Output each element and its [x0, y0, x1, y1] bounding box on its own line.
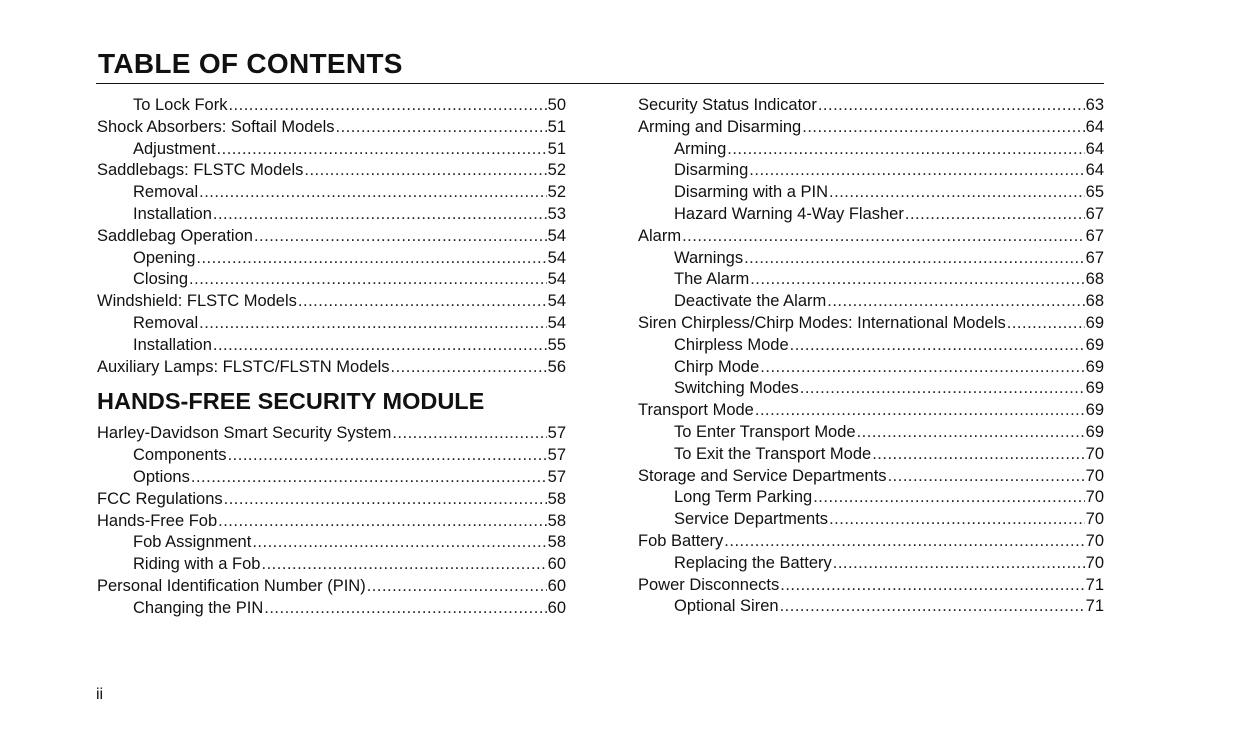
toc-entry-label: Windshield: FLSTC Models	[97, 292, 297, 311]
toc-entry-label: Chirp Mode	[674, 357, 760, 376]
dot-leader	[213, 204, 547, 226]
dot-leader	[813, 487, 1084, 509]
dot-leader	[213, 335, 547, 357]
toc-entry	[638, 509, 1104, 531]
toc-entry-page: 69	[1085, 401, 1104, 420]
toc-entry-page: 57	[547, 446, 566, 465]
toc-entry-page: 67	[1085, 248, 1104, 267]
toc-entry	[97, 117, 566, 139]
toc-entry-label: Service Departments	[674, 510, 829, 529]
dot-leader	[727, 139, 1084, 161]
dot-leader	[818, 95, 1085, 117]
toc-entry-label: Changing the PIN	[133, 598, 264, 617]
dot-leader	[780, 575, 1084, 597]
toc-entry	[638, 531, 1104, 553]
dot-leader	[367, 576, 547, 598]
toc-entry-label: Saddlebag Operation	[97, 226, 253, 245]
dot-leader	[872, 444, 1084, 466]
toc-entry-label: Warnings	[674, 248, 744, 267]
toc-entry-label: Options	[133, 467, 190, 486]
toc-entry-label: To Exit the Transport Mode	[674, 444, 872, 463]
dot-leader	[199, 182, 547, 204]
toc-entry	[97, 248, 566, 270]
dot-leader	[888, 466, 1085, 488]
toc-entry	[97, 467, 566, 489]
toc-entry-page: 68	[1085, 292, 1104, 311]
toc-entry-label: Personal Identification Number (PIN)	[97, 576, 366, 595]
dot-leader	[833, 553, 1085, 575]
toc-entry	[97, 423, 566, 445]
toc-entry-page: 70	[1085, 510, 1104, 529]
toc-entry-label: Saddlebags: FLSTC Models	[97, 161, 304, 180]
dot-leader	[857, 422, 1085, 444]
toc-entry-label: Arming and Disarming	[638, 117, 802, 136]
toc-entry-label: To Lock Fork	[133, 96, 228, 114]
toc-entry-label: Harley-Davidson Smart Security System	[97, 424, 392, 443]
dot-leader	[827, 291, 1084, 313]
toc-entry-page: 57	[547, 424, 566, 443]
toc-entry	[97, 182, 566, 204]
toc-entry-label: Shock Absorbers: Softail Models	[97, 117, 335, 136]
dot-leader	[755, 400, 1085, 422]
dot-leader	[261, 554, 546, 576]
toc-entry	[97, 291, 566, 313]
dot-leader	[905, 204, 1085, 226]
toc-entry-label: Riding with a Fob	[133, 555, 261, 574]
toc-entry-label: Opening	[133, 248, 196, 267]
dot-leader	[228, 95, 546, 117]
toc-entry	[638, 553, 1104, 575]
toc-entry-label: To Enter Transport Mode	[674, 422, 856, 441]
toc-right-entries	[638, 95, 1104, 618]
toc-entry-page: 70	[1085, 488, 1104, 507]
toc-entry	[638, 335, 1104, 357]
toc-entry-label: Power Disconnects	[638, 575, 780, 594]
toc-entry	[638, 400, 1104, 422]
dot-leader	[391, 357, 547, 379]
toc-entry	[97, 489, 566, 511]
toc-entry-label: Security Status Indicator	[638, 96, 817, 114]
dot-leader	[392, 423, 546, 445]
toc-entry	[638, 466, 1104, 488]
toc-entry-label: Arming	[674, 139, 727, 158]
toc-entry-label: Long Term Parking	[674, 488, 813, 507]
dot-leader	[749, 160, 1084, 182]
dot-leader	[800, 378, 1085, 400]
toc-entry	[638, 269, 1104, 291]
toc-entry-label: Hands-Free Fob	[97, 511, 218, 530]
toc-entry-page: 54	[547, 270, 566, 289]
toc-entry-page: 54	[547, 248, 566, 267]
toc-entry	[97, 160, 566, 182]
toc-entry-label: Auxiliary Lamps: FLSTC/FLSTN Models	[97, 357, 390, 376]
toc-entry-label: Alarm	[638, 226, 682, 245]
dot-leader	[264, 598, 546, 620]
toc-entry-page: 50	[547, 96, 566, 114]
dot-leader	[790, 335, 1085, 357]
toc-entry-page: 54	[547, 313, 566, 332]
toc-left-entries-before	[97, 95, 566, 378]
toc-entry-label: Switching Modes	[674, 379, 799, 398]
toc-entry	[638, 139, 1104, 161]
toc-entry-page: 57	[547, 467, 566, 486]
toc-entry-label: Fob Assignment	[133, 533, 252, 552]
toc-entry	[638, 422, 1104, 444]
toc-entry	[638, 487, 1104, 509]
toc-entry-label: Siren Chirpless/Chirp Modes: International Models	[638, 313, 1006, 332]
toc-entry	[638, 596, 1104, 618]
toc-entry	[638, 248, 1104, 270]
dot-leader	[252, 532, 546, 554]
toc-entry-page: 58	[547, 489, 566, 508]
toc-entry	[97, 226, 566, 248]
toc-left-column	[97, 95, 566, 620]
toc-entry	[97, 598, 566, 620]
toc-entry-page: 64	[1085, 161, 1104, 180]
dot-leader	[196, 248, 546, 270]
dot-leader	[724, 531, 1084, 553]
section-heading: HANDS-FREE SECURITY MODULE	[97, 388, 485, 415]
toc-entry-page: 56	[547, 357, 566, 376]
dot-leader	[760, 357, 1084, 379]
page-title: TABLE OF CONTENTS	[98, 48, 403, 79]
toc-entry-label: FCC Regulations	[97, 489, 223, 508]
toc-entry-page: 69	[1085, 422, 1104, 441]
toc-entry-label: Installation	[133, 204, 212, 223]
toc-entry	[97, 335, 566, 357]
toc-entry-page: 70	[1085, 466, 1104, 485]
title-rule	[96, 83, 1104, 84]
toc-entry	[97, 269, 566, 291]
toc-entry	[638, 226, 1104, 248]
toc-entry	[638, 291, 1104, 313]
toc-right-column	[638, 95, 1104, 618]
toc-entry-label: Disarming with a PIN	[674, 183, 829, 202]
dot-leader	[191, 467, 547, 489]
dot-leader	[304, 160, 546, 182]
dot-leader	[224, 489, 547, 511]
toc-entry-page: 54	[547, 226, 566, 245]
toc-entry-page: 67	[1085, 204, 1104, 223]
toc-entry-label: Transport Mode	[638, 401, 754, 420]
dot-leader	[744, 248, 1085, 270]
dot-leader	[780, 596, 1085, 618]
toc-entry	[638, 160, 1104, 182]
toc-entry-page: 69	[1085, 357, 1104, 376]
toc-entry-label: Optional Siren	[674, 597, 779, 616]
dot-leader	[1007, 313, 1085, 335]
toc-entry	[97, 95, 566, 117]
toc-entry-page: 58	[547, 511, 566, 530]
toc-entry	[97, 511, 566, 533]
toc-entry-page: 51	[547, 117, 566, 136]
toc-entry-label: Adjustment	[133, 139, 216, 158]
toc-entry-label: Fob Battery	[638, 531, 724, 550]
toc-entry-page: 52	[547, 183, 566, 202]
dot-leader	[199, 313, 547, 335]
toc-entry-page: 68	[1085, 270, 1104, 289]
dot-leader	[298, 291, 547, 313]
dot-leader	[682, 226, 1085, 248]
toc-entry	[97, 313, 566, 335]
dot-leader	[336, 117, 547, 139]
toc-entry-label: Removal	[133, 183, 199, 202]
toc-entry	[638, 117, 1104, 139]
toc-entry-label: Chirpless Mode	[674, 335, 789, 354]
toc-entry-page: 64	[1085, 117, 1104, 136]
toc-entry-label: Disarming	[674, 161, 749, 180]
toc-entry-page: 55	[547, 335, 566, 354]
toc-entry-label: Replacing the Battery	[674, 553, 832, 572]
dot-leader	[829, 509, 1085, 531]
dot-leader	[217, 139, 547, 161]
toc-entry-page: 71	[1085, 597, 1104, 616]
toc-entry-page: 54	[547, 292, 566, 311]
toc-entry-page: 64	[1085, 139, 1104, 158]
toc-entry	[97, 576, 566, 598]
toc-entry	[97, 532, 566, 554]
toc-entry-label: Installation	[133, 335, 212, 354]
dot-leader	[189, 269, 547, 291]
dot-leader	[254, 226, 547, 248]
toc-entry-label: Closing	[133, 270, 189, 289]
toc-entry-page: 60	[547, 576, 566, 595]
toc-entry	[97, 139, 566, 161]
toc-entry	[97, 554, 566, 576]
toc-entry-page: 70	[1085, 531, 1104, 550]
toc-entry-page: 60	[547, 555, 566, 574]
toc-entry-page: 60	[547, 598, 566, 617]
toc-entry-page: 65	[1085, 183, 1104, 202]
dot-leader	[228, 445, 547, 467]
toc-entry-page: 58	[547, 533, 566, 552]
toc-entry-page: 69	[1085, 379, 1104, 398]
toc-entry	[638, 182, 1104, 204]
toc-entry-label: Hazard Warning 4-Way Flasher	[674, 204, 904, 223]
toc-entry	[638, 95, 1104, 117]
toc-entry-label: Deactivate the Alarm	[674, 292, 827, 311]
toc-entry-label: The Alarm	[674, 270, 750, 289]
toc-entry	[638, 444, 1104, 466]
toc-entry-label: Storage and Service Departments	[638, 466, 887, 485]
toc-left-entries-after	[97, 423, 566, 619]
toc-entry	[638, 378, 1104, 400]
toc-entry-label: Components	[133, 446, 227, 465]
toc-entry	[97, 445, 566, 467]
toc-entry	[638, 204, 1104, 226]
toc-entry	[97, 204, 566, 226]
toc-entry-page: 70	[1085, 553, 1104, 572]
toc-entry-label: Removal	[133, 313, 199, 332]
toc-entry	[638, 357, 1104, 379]
dot-leader	[750, 269, 1084, 291]
toc-entry-page: 67	[1085, 226, 1104, 245]
dot-leader	[802, 117, 1084, 139]
toc-entry	[638, 313, 1104, 335]
toc-entry	[638, 575, 1104, 597]
toc-entry-page: 71	[1085, 575, 1104, 594]
toc-entry-page: 63	[1085, 96, 1104, 114]
dot-leader	[829, 182, 1085, 204]
toc-entry-page: 69	[1085, 313, 1104, 332]
toc-entry-page: 69	[1085, 335, 1104, 354]
toc-entry-page: 70	[1085, 444, 1104, 463]
page-folio: ii	[96, 686, 104, 703]
toc-entry-page: 53	[547, 204, 566, 223]
toc-entry-page: 52	[547, 161, 566, 180]
toc-entry	[97, 357, 566, 379]
toc-entry-page: 51	[547, 139, 566, 158]
dot-leader	[218, 511, 547, 533]
